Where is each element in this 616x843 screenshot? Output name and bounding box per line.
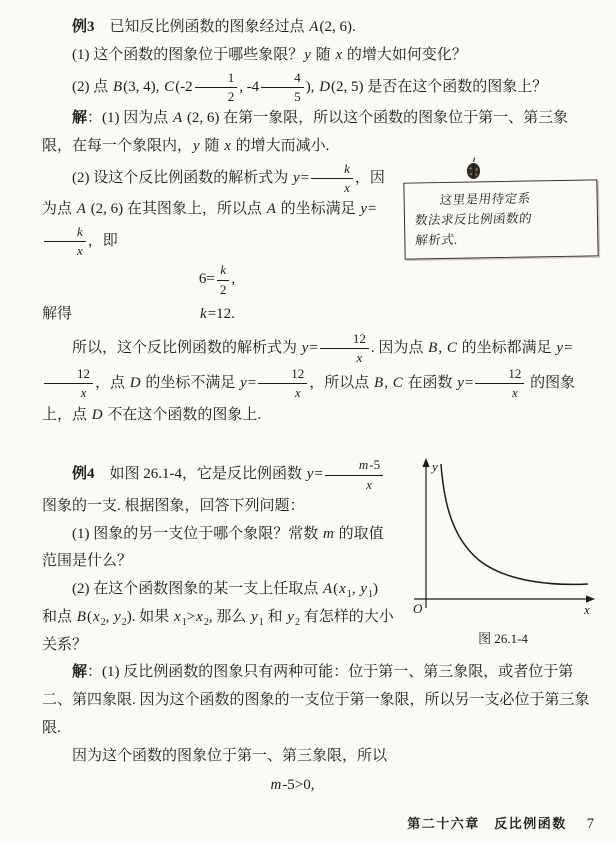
text-run: > xyxy=(186,608,196,625)
text-run: 图象的一支. 根据图象，回答下列问题： xyxy=(42,497,305,514)
x-axis-label: x xyxy=(584,602,590,618)
text-run: = xyxy=(564,339,573,356)
hyperbola-figure xyxy=(410,457,596,617)
text-run: , xyxy=(438,339,446,356)
text-run: (2, 6) 在其图象上，所以点 xyxy=(86,201,266,217)
math-var: A xyxy=(173,110,183,126)
fraction xyxy=(311,161,353,197)
subscript: 2 xyxy=(203,616,209,628)
fraction-numerator: k xyxy=(217,262,230,280)
fraction xyxy=(258,366,307,402)
solution-label: 解 xyxy=(72,664,88,681)
text-run: =12. xyxy=(207,305,235,322)
example-4-section xyxy=(42,457,598,800)
math-var: y xyxy=(304,46,311,63)
origin-label: O xyxy=(413,601,423,617)
text-run: -5>0, xyxy=(282,777,315,794)
example-label: 例3 xyxy=(72,19,95,35)
note-line: 这里是用待定系 xyxy=(438,190,532,207)
fraction-denominator: x xyxy=(77,243,83,258)
text-run: 随 xyxy=(311,46,335,63)
fraction xyxy=(195,70,238,106)
math-var: A xyxy=(266,201,276,217)
fraction-denominator: 2 xyxy=(227,88,235,104)
math-var: B xyxy=(76,608,86,625)
text-run: (2, 5) 是否在这个函数的图象上？ xyxy=(331,78,548,95)
text-run: (2, 6). xyxy=(319,19,356,35)
page-number: 7 xyxy=(586,815,594,832)
math-var: C xyxy=(446,339,457,356)
text-run: ), xyxy=(305,78,319,95)
fraction-numerator: 12 xyxy=(44,366,93,384)
fraction-denominator: x xyxy=(511,385,518,401)
text-run: ：(1) 因为点 xyxy=(87,110,173,126)
fraction-denominator: x xyxy=(366,476,372,492)
text-run: ，所以点 xyxy=(309,375,374,392)
text-run: 所以，这个反比例函数的解析式为 xyxy=(72,339,301,356)
text-run: (2) 设这个反比例函数的解析式为 xyxy=(72,169,292,186)
math-var: x xyxy=(224,137,231,154)
y-axis-label: y xyxy=(432,459,438,475)
math-var: B xyxy=(113,78,123,95)
text-run: ，即 xyxy=(87,232,118,249)
solve-row xyxy=(42,301,392,329)
math-var: D xyxy=(129,375,141,392)
text-run: ( xyxy=(86,608,92,625)
text-run: ) 和点 xyxy=(42,581,379,625)
text-run: ：(1) 反比例函数的图象只有两种可能：位于第一、第三象限，或者位于第二、第四象限. 因为这个函数的图象的一支位于第一象限，所以另一支必位于第三象限. xyxy=(42,664,590,736)
fraction xyxy=(44,366,93,402)
fraction-numerator: 4 xyxy=(261,70,304,88)
figure-26-1-4 xyxy=(408,457,598,648)
math-var: x xyxy=(335,46,343,63)
note-box xyxy=(403,179,598,259)
text-run: (1) 图象的另一支位于哪个象限？常数 xyxy=(72,525,322,542)
fraction-denominator: x xyxy=(294,385,301,401)
fraction-numerator: 1 xyxy=(195,70,238,88)
ex4-solution-lead xyxy=(42,743,598,771)
subscript: 1 xyxy=(258,616,264,628)
text-run: 随 xyxy=(200,137,224,154)
ex4-solution-1 xyxy=(42,659,598,742)
fraction-denominator: 2 xyxy=(219,281,227,297)
text-run: 的坐标满足 xyxy=(276,201,360,217)
text-run: ( xyxy=(333,581,339,597)
chapter-title: 第二十六章 反比例函数 xyxy=(407,815,567,831)
solution-label: 解 xyxy=(72,110,88,126)
math-var: D xyxy=(91,406,103,423)
note-line: 数法求反比例函数的 xyxy=(414,210,533,228)
text-run: , xyxy=(351,581,360,597)
text-run: (2, 6) 在第一象限，所以这个函数的图象位于第一、第三象限，在每一个象限内， xyxy=(42,110,569,154)
ex3-conclusion xyxy=(42,331,598,430)
math-var: y xyxy=(306,466,314,483)
math-var: k xyxy=(200,305,207,322)
math-var: y xyxy=(114,608,121,625)
math-var: A xyxy=(309,19,319,35)
text-run: = xyxy=(368,201,377,217)
text-run: = xyxy=(300,169,310,186)
text-run: 不在这个函数的图象上. xyxy=(103,406,262,423)
text-run: 在函数 xyxy=(403,375,457,392)
math-var: y xyxy=(556,339,564,356)
text-run: ，点 xyxy=(95,375,129,392)
fraction-denominator: x xyxy=(80,385,87,401)
fraction-numerator: k xyxy=(311,161,353,179)
math-var: m xyxy=(323,525,334,542)
math-var: m xyxy=(270,777,282,794)
fraction-numerator: k xyxy=(44,224,86,242)
text-run: = xyxy=(314,466,323,483)
ex3-statement xyxy=(42,14,598,42)
example-label: 例4 xyxy=(72,466,95,483)
subscript: 2 xyxy=(294,616,300,628)
math-var: x xyxy=(92,608,100,625)
fraction xyxy=(475,366,524,402)
text-run: -5 xyxy=(369,457,381,473)
text-run: , xyxy=(231,271,236,288)
equation-m-minus-5 xyxy=(42,772,542,800)
subscript: 2 xyxy=(100,616,106,628)
fraction-numerator: 12 xyxy=(475,366,524,384)
text-run: 因为这个函数的图象位于第一、第三象限，所以 xyxy=(72,747,388,764)
text-run: (3, 4), xyxy=(123,78,164,95)
fraction xyxy=(320,331,369,367)
fraction-denominator: x xyxy=(344,179,350,195)
text-run: 有怎样的大小关系？ xyxy=(42,608,394,653)
subscript: 1 xyxy=(346,589,352,600)
text-run: , 那么 xyxy=(208,608,251,625)
math-var: y xyxy=(301,339,309,356)
subscript: 1 xyxy=(368,589,374,600)
text-run: (-2 xyxy=(175,78,193,95)
math-var: A xyxy=(76,201,86,217)
text-run: 的取值范围是什么？ xyxy=(42,525,384,570)
text-run: 的增大而减小. xyxy=(231,137,330,154)
text-run: (2) 点 xyxy=(72,78,112,95)
math-var: y xyxy=(293,169,300,186)
ladybug-icon xyxy=(464,157,484,180)
fraction-numerator xyxy=(325,457,383,475)
subscript: 2 xyxy=(121,616,127,628)
note-line: 解析式. xyxy=(414,232,459,248)
math-var: y xyxy=(360,201,368,217)
text-run: ). 如果 xyxy=(126,608,174,625)
ex3-question-2 xyxy=(42,70,598,106)
fraction-denominator: 5 xyxy=(294,88,301,104)
equation-k-equals-12 xyxy=(199,306,235,322)
text-run: 的坐标不满足 xyxy=(141,375,240,392)
text-run: 已知反比例函数的图象经过点 xyxy=(94,19,309,35)
math-var: x xyxy=(339,581,346,597)
math-var: y xyxy=(240,375,247,392)
text-run: 6= xyxy=(198,271,215,288)
math-var: y xyxy=(193,137,200,154)
fraction-numerator: 12 xyxy=(320,331,369,349)
text-run: = xyxy=(464,375,474,392)
math-var: y xyxy=(360,581,368,597)
math-var: C xyxy=(164,78,175,95)
equation-6-equals-k-over-2 xyxy=(42,262,392,298)
math-var: m xyxy=(358,457,369,473)
math-var: y xyxy=(457,375,464,392)
text-run: , -4 xyxy=(239,78,260,95)
text-run: 如图 26.1-4，它是反比例函数 xyxy=(94,466,306,483)
fraction xyxy=(217,262,230,298)
text-run: 的增大如何变化？ xyxy=(343,46,467,63)
math-var: x xyxy=(196,608,203,625)
ex3-question-1 xyxy=(42,42,598,70)
math-var: x xyxy=(174,608,181,625)
fraction xyxy=(261,70,304,106)
solve-label: 解得 xyxy=(42,305,73,322)
text-run: , xyxy=(105,608,114,625)
text-run: 和 xyxy=(263,608,287,625)
subscript: 1 xyxy=(181,616,187,628)
text-run: , xyxy=(384,375,392,392)
math-var: D xyxy=(319,78,331,95)
ex3-solution-1 xyxy=(42,105,598,161)
text-run: = xyxy=(247,375,257,392)
text-run: ，因为点 xyxy=(42,169,385,217)
fraction-numerator: 12 xyxy=(258,366,307,384)
fraction xyxy=(325,457,383,493)
text-run: 的坐标都满足 xyxy=(457,339,556,356)
math-var: A xyxy=(323,581,333,597)
page-footer xyxy=(407,817,594,832)
fraction xyxy=(44,224,86,260)
text-run: 的图象上，点 xyxy=(42,375,576,423)
math-var: y xyxy=(287,608,294,625)
math-var: B xyxy=(374,375,384,392)
fraction-denominator: x xyxy=(356,349,363,365)
math-var: y xyxy=(251,608,258,625)
text-run: (2) 在这个函数图象的某一支上任取点 xyxy=(72,581,322,597)
text-run: . 因为点 xyxy=(370,339,428,356)
text-run: (1) 这个函数的图象位于哪些象限？ xyxy=(72,46,304,63)
text-run: = xyxy=(309,339,318,356)
margin-note xyxy=(404,157,598,258)
math-var: C xyxy=(392,375,403,392)
math-var: B xyxy=(428,339,438,356)
figure-caption: 图 26.1-4 xyxy=(478,631,528,646)
